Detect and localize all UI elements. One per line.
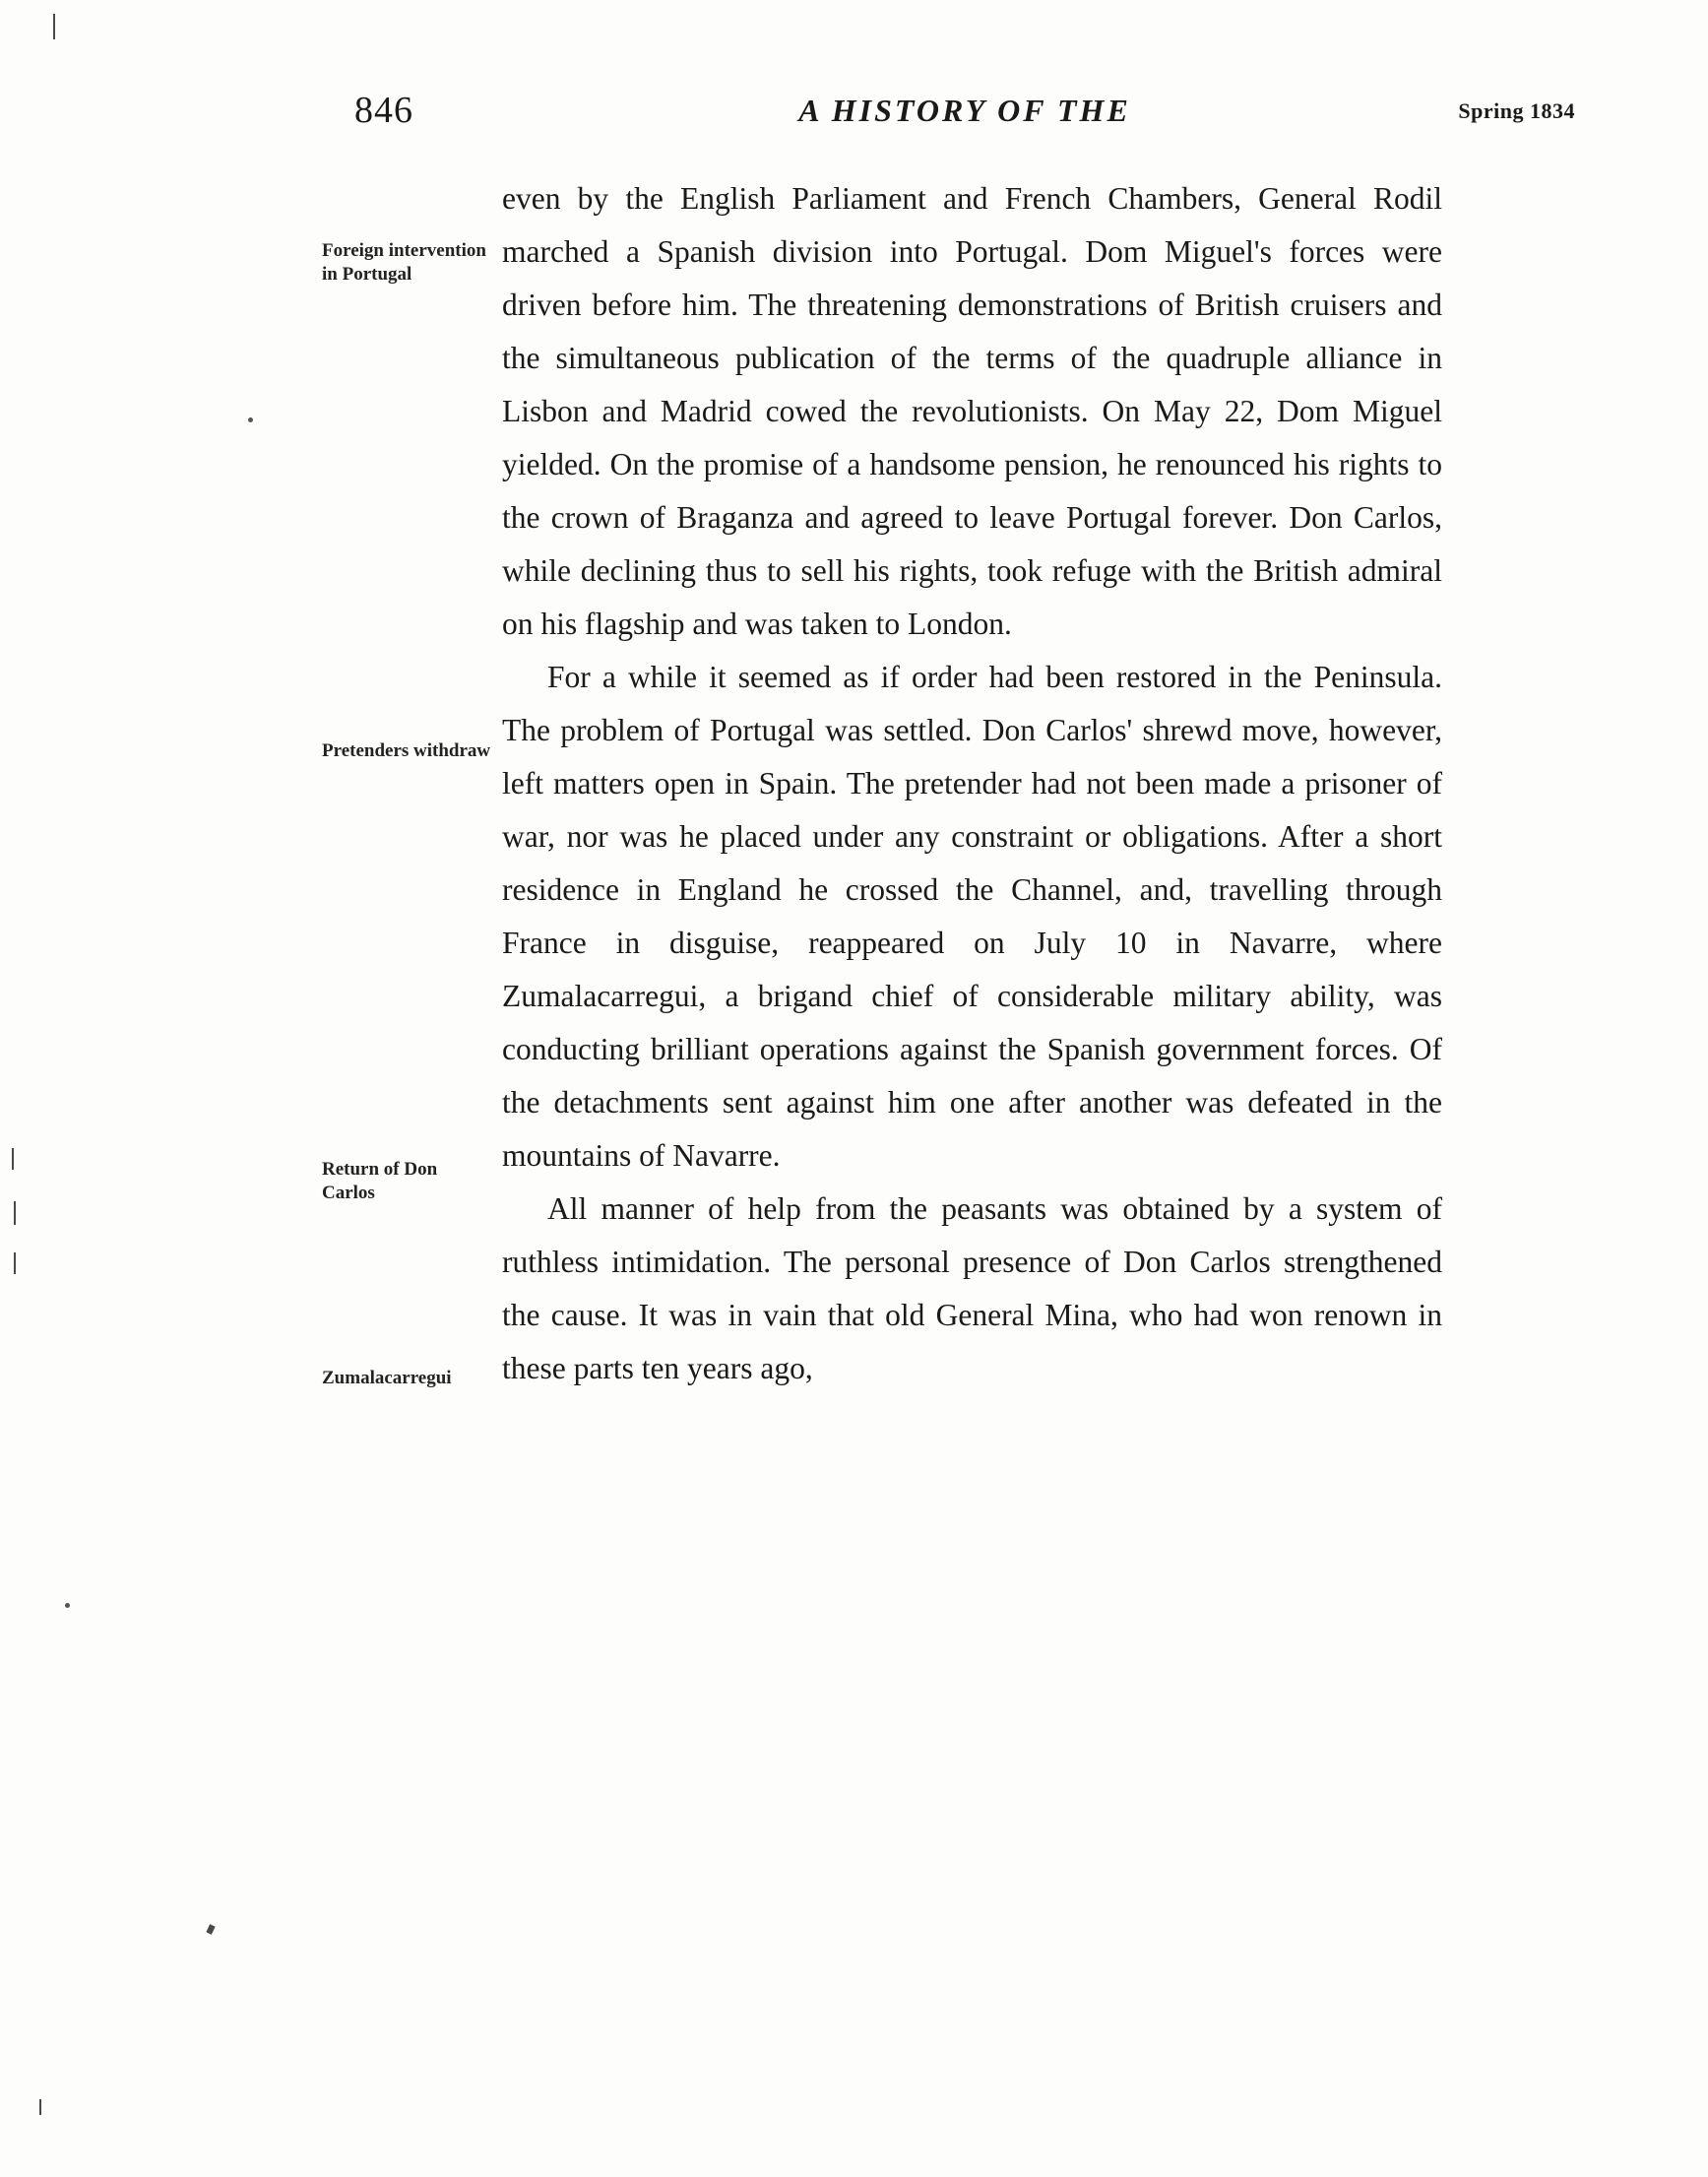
sidenote-zumalacarregui: Zumalacarregui: [322, 1368, 452, 1388]
sidenote-foreign-intervention: Foreign intervention in Portugal: [322, 240, 486, 285]
page-number: 846: [354, 90, 413, 131]
scan-artifact-mark: [14, 1252, 16, 1274]
scan-artifact-mark: [53, 14, 55, 39]
scan-artifact-mark: [206, 1924, 215, 1935]
sidenote-return-of-don-carlos: Return of Don Carlos: [322, 1159, 438, 1203]
scan-artifact-mark: [12, 1148, 14, 1170]
sidenote-pretenders-withdraw: Pretenders withdraw: [322, 740, 491, 761]
scan-artifact-mark: [248, 417, 253, 422]
scan-artifact-mark: [14, 1201, 16, 1225]
scan-artifact-mark: [65, 1603, 70, 1608]
page-header: [354, 89, 1575, 138]
running-head-title: A HISTORY OF THE: [798, 93, 1131, 128]
running-head-date: Spring 1834: [1458, 98, 1575, 123]
paragraph-2: For a while it seemed as if order had been restored in the Peninsula. The problem of Portugal was settled. Don Carlos' shrewd move, however, left matters open in Spain. The pretender had not been made a prisoner of war, nor was he placed under any constraint or obligations. After a short residence in England he crossed the Channel, and, travelling through France in disguise, reappeared on July 10 in Navarre, where Zumalacarregui, a brigand chief of considerable military ability, was conducting brilliant operations against the Spanish government forces. Of the detachments sent against him one after another was defeated in the mountains of Navarre.: [502, 660, 1442, 1173]
paragraph-1: even by the English Parliament and French Chambers, General Rodil marched a Spanish division into Portugal. Dom Miguel's forces were driven before him. The threatening demonstrations of British cruisers and the simultaneous publication of the terms of the quadruple alliance in Lisbon and Madrid cowed the revolutionists. On May 22, Dom Miguel yielded. On the promise of a handsome pension, he renounced his rights to the crown of Braganza and agreed to leave Portugal forever. Don Carlos, while declining thus to sell his rights, took refuge with the British admiral on his flagship and was taken to London.: [502, 181, 1442, 641]
paragraph-3: All manner of help from the peasants was obtained by a system of ruthless intimidation. The personal presence of Don Carlos strengthened the cause. It was in vain that old General Mina, who had won renown in these parts ten years ago,: [502, 1191, 1442, 1385]
body-text-column: [502, 172, 1442, 1395]
scan-artifact-mark: [39, 2099, 41, 2115]
